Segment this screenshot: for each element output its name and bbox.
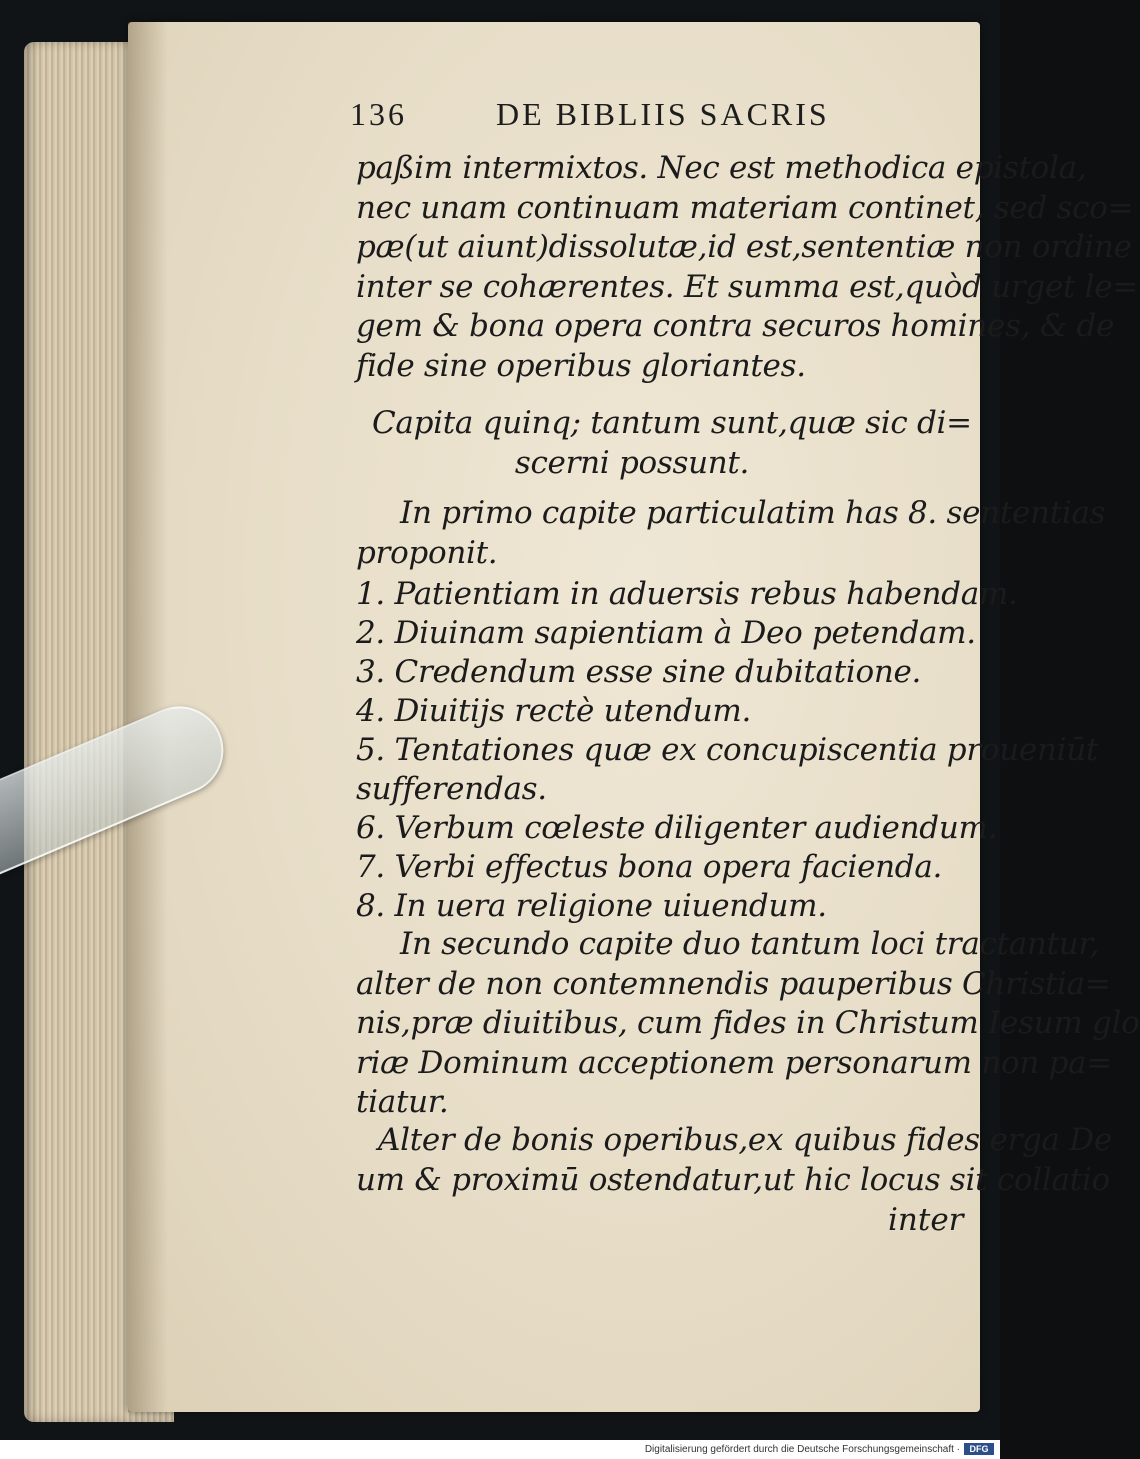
list-item: 1. Patientiam in aduersis rebus habendam. xyxy=(356,576,1018,612)
list-item: 6. Verbum cœleste diligenter audiendum. xyxy=(356,810,998,846)
text-line: inter se cohærentes. Et summa est,quòd urget le= xyxy=(356,269,1138,305)
text-line: In secundo capite duo tantum loci tractantur, xyxy=(400,926,1100,962)
text-line: proponit. xyxy=(356,535,498,571)
page-number: 136 xyxy=(350,96,407,132)
text-line: nec unam continuam materiam continet, sed sco= xyxy=(356,190,1134,226)
footer-credit: Digitalisierung gefördert durch die Deutsche Forschungsgemeinschaft · xyxy=(644,1444,960,1455)
text-line: Alter de bonis operibus,ex quibus fides erga De xyxy=(378,1122,1112,1158)
catchword: inter xyxy=(888,1202,964,1238)
text-line: gem & bona opera contra securos homines, & de xyxy=(356,308,1115,344)
list-item: 8. In uera religione uiuendum. xyxy=(356,888,827,924)
text-line: In primo capite particulatim has 8. sententias xyxy=(400,495,1106,531)
text-line: um & proximū ostendatur,ut hic locus sit collatio xyxy=(356,1162,1110,1198)
text-line: paßim intermixtos. Nec est methodica epistola, xyxy=(356,150,1087,186)
list-item: 4. Diuitijs rectè utendum. xyxy=(356,693,752,729)
list-item: 2. Diuinam sapientiam à Deo petendam. xyxy=(356,615,976,651)
list-item: 7. Verbi effectus bona opera facienda. xyxy=(356,849,943,885)
footer-bar xyxy=(0,1440,1000,1459)
running-head-title: DE BIBLIIS SACRIS xyxy=(496,96,830,132)
subheading-line: scerni possunt. xyxy=(514,445,750,481)
text-line: fide sine operibus gloriantes. xyxy=(356,348,806,384)
subheading-line: Capita quinq; tantum sunt,quæ sic di= xyxy=(372,405,972,441)
text-line: nis,præ diuitibus, cum fides in Christum Iesum glo xyxy=(356,1005,1140,1041)
dfg-logo: DFG xyxy=(964,1443,994,1455)
text-line: tiatur. xyxy=(356,1084,449,1120)
list-item: 3. Credendum esse sine dubitatione. xyxy=(356,654,922,690)
text-line: riæ Dominum acceptionem personarum non pa= xyxy=(356,1045,1112,1081)
list-item: sufferendas. xyxy=(356,771,547,807)
text-line: alter de non contemnendis pauperibus Christia= xyxy=(356,966,1111,1002)
text-line: pæ(ut aiunt)dissolutæ,id est,sententiæ non ordine xyxy=(356,229,1132,265)
list-item: 5. Tentationes quæ ex concupiscentia proueniūt xyxy=(356,732,1099,768)
